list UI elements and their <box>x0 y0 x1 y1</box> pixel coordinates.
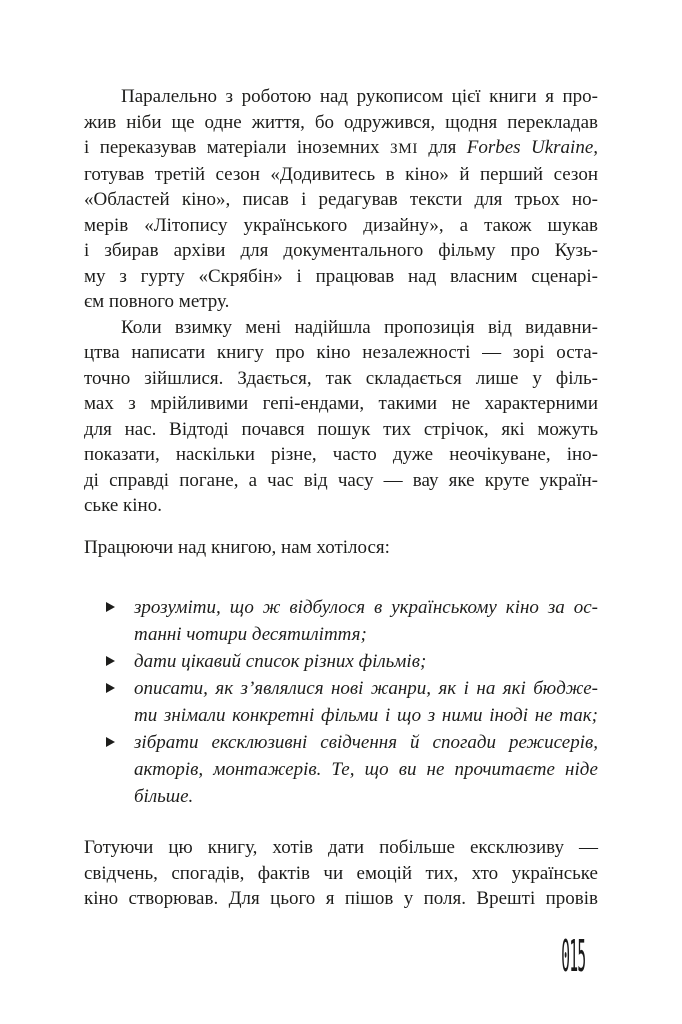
body-text: свідчень, спогадів, фактів чи емоцій тих, хто українське <box>84 862 598 884</box>
body-text: акторів, монтажерів. Те, що ви не прочитаєте ніде <box>134 759 598 780</box>
text-line <box>84 493 598 519</box>
body-text: Коли взимку мені надійшла пропозиція від видавни- <box>121 316 598 338</box>
text-line <box>84 135 598 162</box>
text-line <box>84 187 598 213</box>
text-column <box>84 84 598 912</box>
body-text: ське кіно. <box>84 495 162 516</box>
text-line <box>84 340 598 366</box>
text-line <box>134 675 598 702</box>
text-line <box>84 417 598 443</box>
body-text: мах з мрійливими гепі-ендами, такими не характерними <box>84 393 598 414</box>
body-text: танні чотири десятиліття; <box>134 624 367 645</box>
list-item <box>84 675 598 729</box>
page-number: 015 <box>560 931 585 982</box>
body-text: Паралельно з роботою над рукописом цієї книги я про- <box>121 86 598 107</box>
smallcaps-text: ЗМІ <box>390 140 418 157</box>
text-line <box>84 535 598 561</box>
body-text: і збирав архіви для документального фільму про Кузь- <box>84 240 598 261</box>
text-line <box>84 315 598 341</box>
body-text: кіно створював. Для цього я пішов у поля. Врешті провів <box>84 888 598 909</box>
text-line <box>134 783 598 810</box>
triangle-bullet-icon <box>106 656 115 666</box>
body-text: «Областей кіно», писав і редагував тексти для трьох но- <box>84 189 598 210</box>
text-line <box>84 886 598 912</box>
text-line <box>134 756 598 783</box>
text-line <box>84 84 598 110</box>
text-line <box>84 366 598 392</box>
triangle-bullet-icon <box>106 683 115 693</box>
body-text: Працюючи над книгою, нам хотілося: <box>84 536 390 558</box>
goals-list <box>84 594 598 810</box>
triangle-bullet-icon <box>106 602 115 612</box>
intro-line <box>84 535 598 561</box>
body-text: описати, як з’являлися нові жанри, як і на які бюдже- <box>134 678 598 699</box>
paragraph-1 <box>84 84 598 315</box>
body-text: зібрати ексклюзивні свідчення й спогади режисерів, <box>134 732 598 753</box>
list-item <box>84 594 598 648</box>
body-text: єм повного метру. <box>84 291 230 312</box>
text-line <box>84 162 598 188</box>
text-line <box>134 621 598 648</box>
triangle-bullet-icon <box>106 737 115 747</box>
body-text: для нас. Відтоді почався пошук тих стрічок, які можуть <box>84 418 598 440</box>
body-text: ді справді погане, а час від часу — вау яке круте україн- <box>84 469 598 491</box>
text-line <box>134 729 598 756</box>
text-line <box>84 391 598 417</box>
closing-paragraph <box>84 835 598 912</box>
text-line <box>84 110 598 136</box>
text-line <box>84 213 598 239</box>
text-line <box>84 835 598 861</box>
body-text: більше. <box>134 786 194 807</box>
paragraph-2 <box>84 315 598 519</box>
body-text: показати, наскільки різне, часто дуже неочікуване, іно- <box>84 444 598 465</box>
text-line <box>84 264 598 290</box>
body-text: зрозуміти, що ж відбулося в українському кіно за ос- <box>134 597 598 618</box>
body-text: му з гурту «Скрябін» і працював над власним сценарі- <box>84 265 598 287</box>
body-text: дати цікавий список різних фільмів; <box>134 651 427 672</box>
body-text: мерів «Літопису українського дизайну», а також шукав <box>84 214 598 236</box>
body-text: цтва написати книгу про кіно незалежності — зорі оста- <box>84 342 598 363</box>
italic-text: Forbes Ukraine, <box>466 137 599 158</box>
body-text: ти знімали конкретні фільми і що з ними іноді не так; <box>134 705 598 726</box>
text-line <box>134 648 598 675</box>
text-line <box>84 289 598 315</box>
list-item <box>84 648 598 675</box>
text-line <box>84 238 598 264</box>
body-text: точно зійшлися. Здається, так складається лише у філь- <box>84 367 598 389</box>
text-line <box>84 468 598 494</box>
body-text: і переказував матеріали іноземних <box>84 137 390 158</box>
text-line <box>134 702 598 729</box>
text-line <box>134 594 598 621</box>
body-text: готував третій сезон «Додивитесь в кіно» й перший сезон <box>84 163 598 185</box>
text-line <box>84 861 598 887</box>
text-line <box>84 442 598 468</box>
list-item <box>84 729 598 810</box>
body-text: для <box>417 137 467 158</box>
body-text: жив ніби ще одне життя, бо одружився, щодня перекладав <box>84 111 598 133</box>
body-text: Готуючи цю книгу, хотів дати побільше ексклюзиву — <box>84 837 598 858</box>
